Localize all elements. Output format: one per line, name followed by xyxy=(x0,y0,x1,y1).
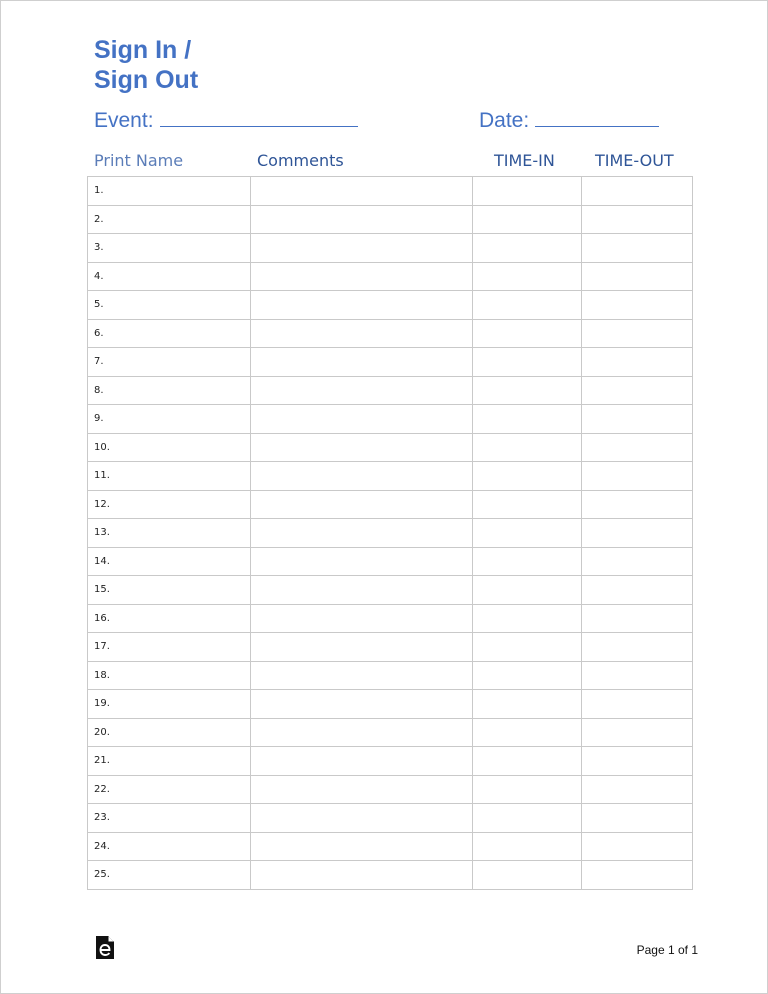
print-name-cell[interactable] xyxy=(88,462,251,491)
comments-cell[interactable] xyxy=(251,433,473,462)
table-row xyxy=(88,861,693,890)
print-name-cell[interactable] xyxy=(88,348,251,377)
comments-cell[interactable] xyxy=(251,376,473,405)
time-in-cell[interactable] xyxy=(473,861,582,890)
print-name-cell[interactable] xyxy=(88,861,251,890)
print-name-cell[interactable] xyxy=(88,576,251,605)
event-label: Event: xyxy=(94,109,154,132)
row-number: 11. xyxy=(94,470,110,482)
comments-cell[interactable] xyxy=(251,348,473,377)
comments-cell[interactable] xyxy=(251,718,473,747)
time-out-cell[interactable] xyxy=(582,234,693,263)
time-in-cell[interactable] xyxy=(473,775,582,804)
row-number: 4. xyxy=(94,270,104,282)
print-name-cell[interactable] xyxy=(88,205,251,234)
comments-cell[interactable] xyxy=(251,234,473,263)
print-name-cell[interactable] xyxy=(88,405,251,434)
time-in-cell[interactable] xyxy=(473,747,582,776)
comments-cell[interactable] xyxy=(251,177,473,206)
table-row xyxy=(88,775,693,804)
time-in-cell[interactable] xyxy=(473,633,582,662)
time-out-cell[interactable] xyxy=(582,604,693,633)
table-row xyxy=(88,291,693,320)
print-name-cell[interactable] xyxy=(88,433,251,462)
time-out-cell[interactable] xyxy=(582,462,693,491)
print-name-cell[interactable] xyxy=(88,291,251,320)
print-name-cell[interactable] xyxy=(88,177,251,206)
time-in-cell[interactable] xyxy=(473,405,582,434)
time-out-cell[interactable] xyxy=(582,319,693,348)
time-out-cell[interactable] xyxy=(582,633,693,662)
row-number: 5. xyxy=(94,299,104,311)
time-out-cell[interactable] xyxy=(582,262,693,291)
event-field xyxy=(94,108,358,134)
row-number: 9. xyxy=(94,413,104,425)
row-number: 17. xyxy=(94,641,110,653)
row-number: 13. xyxy=(94,527,110,539)
comments-cell[interactable] xyxy=(251,690,473,719)
time-in-cell[interactable] xyxy=(473,234,582,263)
table-row xyxy=(88,405,693,434)
date-blank-line[interactable] xyxy=(535,108,659,127)
title-line-1: Sign In / xyxy=(94,36,192,64)
time-out-cell[interactable] xyxy=(582,576,693,605)
row-number: 1. xyxy=(94,185,104,197)
table-row xyxy=(88,462,693,491)
table-row xyxy=(88,747,693,776)
title-line-2: Sign Out xyxy=(94,66,199,94)
time-out-cell[interactable] xyxy=(582,747,693,776)
row-number: 16. xyxy=(94,612,110,624)
time-out-cell[interactable] xyxy=(582,348,693,377)
comments-cell[interactable] xyxy=(251,519,473,548)
row-number: 14. xyxy=(94,555,110,567)
time-in-cell[interactable] xyxy=(473,490,582,519)
time-out-cell[interactable] xyxy=(582,376,693,405)
time-in-cell[interactable] xyxy=(473,433,582,462)
sign-in-table xyxy=(87,176,693,890)
time-out-cell[interactable] xyxy=(582,718,693,747)
table-row xyxy=(88,519,693,548)
time-out-cell[interactable] xyxy=(582,861,693,890)
table-row xyxy=(88,661,693,690)
row-number: 25. xyxy=(94,869,110,881)
comments-cell[interactable] xyxy=(251,861,473,890)
print-name-cell[interactable] xyxy=(88,633,251,662)
print-name-cell[interactable] xyxy=(88,262,251,291)
event-blank-line[interactable] xyxy=(160,108,358,127)
column-header-comments: Comments xyxy=(257,151,344,170)
time-in-cell[interactable] xyxy=(473,576,582,605)
print-name-cell[interactable] xyxy=(88,661,251,690)
time-in-cell[interactable] xyxy=(473,804,582,833)
print-name-cell[interactable] xyxy=(88,690,251,719)
time-in-cell[interactable] xyxy=(473,262,582,291)
print-name-cell[interactable] xyxy=(88,376,251,405)
comments-cell[interactable] xyxy=(251,832,473,861)
comments-cell[interactable] xyxy=(251,405,473,434)
row-number: 6. xyxy=(94,327,104,339)
time-out-cell[interactable] xyxy=(582,291,693,320)
time-in-cell[interactable] xyxy=(473,661,582,690)
table-row xyxy=(88,319,693,348)
comments-cell[interactable] xyxy=(251,747,473,776)
time-out-cell[interactable] xyxy=(582,177,693,206)
table-row xyxy=(88,633,693,662)
row-number: 8. xyxy=(94,384,104,396)
table-row xyxy=(88,433,693,462)
time-in-cell[interactable] xyxy=(473,376,582,405)
table-row xyxy=(88,690,693,719)
row-number: 3. xyxy=(94,242,104,254)
print-name-cell[interactable] xyxy=(88,718,251,747)
row-number: 7. xyxy=(94,356,104,368)
table-row xyxy=(88,804,693,833)
row-number: 18. xyxy=(94,669,110,681)
date-label: Date: xyxy=(479,109,530,132)
time-in-cell[interactable] xyxy=(473,348,582,377)
print-name-cell[interactable] xyxy=(88,804,251,833)
row-number: 21. xyxy=(94,755,110,767)
date-field xyxy=(479,108,659,134)
time-in-cell[interactable] xyxy=(473,291,582,320)
time-out-cell[interactable] xyxy=(582,804,693,833)
time-out-cell[interactable] xyxy=(582,205,693,234)
table-row xyxy=(88,262,693,291)
sign-in-table-body xyxy=(88,177,693,890)
table-row xyxy=(88,234,693,263)
table-row xyxy=(88,376,693,405)
comments-cell[interactable] xyxy=(251,462,473,491)
time-in-cell[interactable] xyxy=(473,462,582,491)
row-number: 19. xyxy=(94,698,110,710)
print-name-cell[interactable] xyxy=(88,319,251,348)
comments-cell[interactable] xyxy=(251,661,473,690)
print-name-cell[interactable] xyxy=(88,547,251,576)
table-row xyxy=(88,348,693,377)
comments-cell[interactable] xyxy=(251,775,473,804)
column-header-time-out: TIME-OUT xyxy=(595,151,674,170)
time-in-cell[interactable] xyxy=(473,547,582,576)
column-header-time-in: TIME-IN xyxy=(494,151,555,170)
print-name-cell[interactable] xyxy=(88,747,251,776)
time-in-cell[interactable] xyxy=(473,690,582,719)
document-e-icon xyxy=(95,935,115,960)
comments-cell[interactable] xyxy=(251,576,473,605)
comments-cell[interactable] xyxy=(251,291,473,320)
comments-cell[interactable] xyxy=(251,262,473,291)
table-row xyxy=(88,547,693,576)
time-out-cell[interactable] xyxy=(582,490,693,519)
time-in-cell[interactable] xyxy=(473,604,582,633)
table-row xyxy=(88,490,693,519)
print-name-cell[interactable] xyxy=(88,604,251,633)
page-number: Page 1 of 1 xyxy=(636,943,698,957)
table-row xyxy=(88,604,693,633)
print-name-cell[interactable] xyxy=(88,234,251,263)
time-out-cell[interactable] xyxy=(582,433,693,462)
row-number: 23. xyxy=(94,812,110,824)
table-row xyxy=(88,205,693,234)
column-header-print-name: Print Name xyxy=(94,151,184,170)
comments-cell[interactable] xyxy=(251,633,473,662)
time-out-cell[interactable] xyxy=(582,690,693,719)
print-name-cell[interactable] xyxy=(88,519,251,548)
table-row xyxy=(88,832,693,861)
row-number: 15. xyxy=(94,584,110,596)
time-out-cell[interactable] xyxy=(582,775,693,804)
time-in-cell[interactable] xyxy=(473,177,582,206)
table-row xyxy=(88,718,693,747)
time-out-cell[interactable] xyxy=(582,661,693,690)
row-number: 2. xyxy=(94,213,104,225)
print-name-cell[interactable] xyxy=(88,490,251,519)
row-number: 12. xyxy=(94,498,110,510)
print-name-cell[interactable] xyxy=(88,832,251,861)
row-number: 22. xyxy=(94,783,110,795)
time-out-cell[interactable] xyxy=(582,832,693,861)
time-in-cell[interactable] xyxy=(473,718,582,747)
time-in-cell[interactable] xyxy=(473,319,582,348)
time-in-cell[interactable] xyxy=(473,519,582,548)
comments-cell[interactable] xyxy=(251,319,473,348)
comments-cell[interactable] xyxy=(251,804,473,833)
table-row xyxy=(88,177,693,206)
page-title xyxy=(94,35,198,95)
time-in-cell[interactable] xyxy=(473,832,582,861)
time-in-cell[interactable] xyxy=(473,205,582,234)
comments-cell[interactable] xyxy=(251,490,473,519)
comments-cell[interactable] xyxy=(251,547,473,576)
row-number: 20. xyxy=(94,726,110,738)
comments-cell[interactable] xyxy=(251,604,473,633)
time-out-cell[interactable] xyxy=(582,519,693,548)
print-name-cell[interactable] xyxy=(88,775,251,804)
time-out-cell[interactable] xyxy=(582,547,693,576)
table-row xyxy=(88,576,693,605)
row-number: 10. xyxy=(94,441,110,453)
row-number: 24. xyxy=(94,840,110,852)
comments-cell[interactable] xyxy=(251,205,473,234)
time-out-cell[interactable] xyxy=(582,405,693,434)
